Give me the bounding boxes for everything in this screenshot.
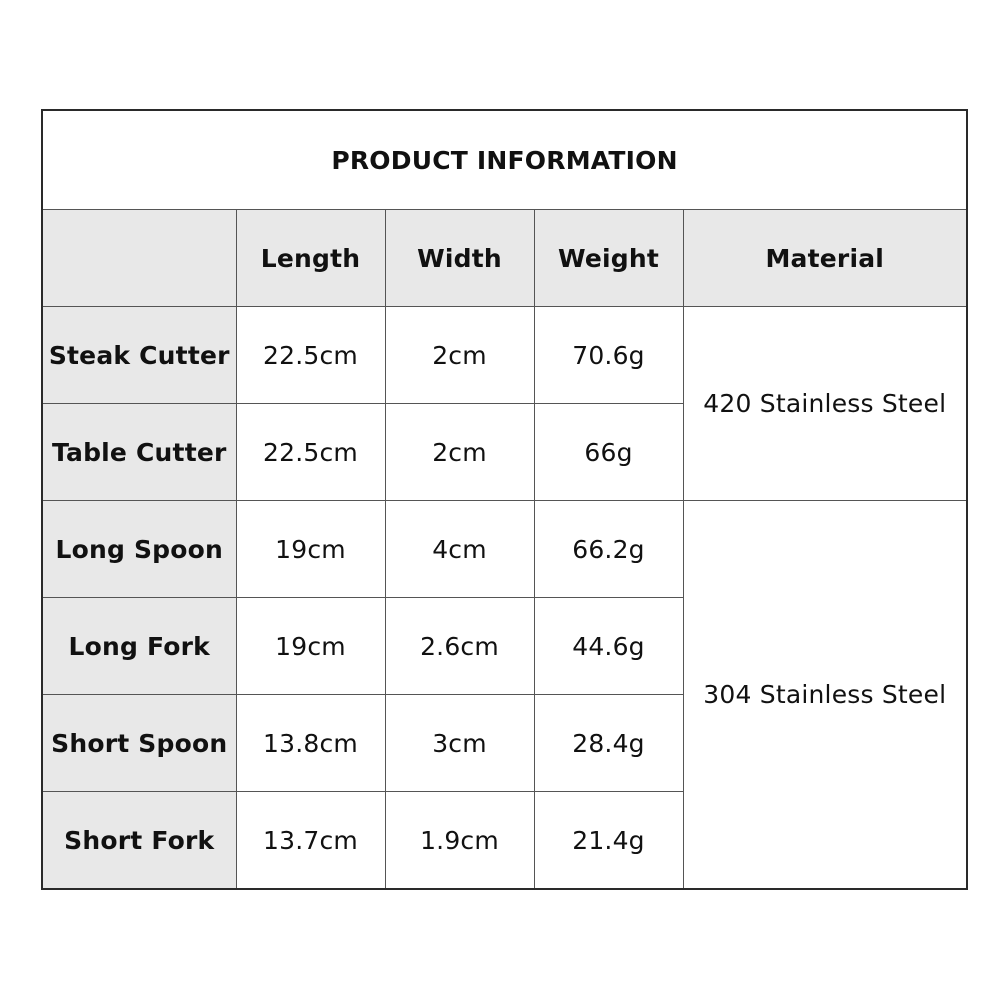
weight-value: 66g — [534, 404, 683, 501]
product-name: Table Cutter — [42, 404, 236, 501]
weight-value: 21.4g — [534, 792, 683, 890]
length-value: 13.7cm — [236, 792, 385, 890]
product-name: Steak Cutter — [42, 307, 236, 404]
material-value: 304 Stainless Steel — [683, 501, 967, 890]
table-row — [42, 307, 967, 404]
length-value: 19cm — [236, 501, 385, 598]
length-header: Length — [236, 210, 385, 307]
weight-value: 70.6g — [534, 307, 683, 404]
weight-value: 28.4g — [534, 695, 683, 792]
width-value: 4cm — [385, 501, 534, 598]
width-value: 2cm — [385, 307, 534, 404]
width-value: 1.9cm — [385, 792, 534, 890]
weight-value: 66.2g — [534, 501, 683, 598]
weight-header: Weight — [534, 210, 683, 307]
width-value: 3cm — [385, 695, 534, 792]
product-name: Short Fork — [42, 792, 236, 890]
length-value: 22.5cm — [236, 307, 385, 404]
product-name: Short Spoon — [42, 695, 236, 792]
width-header: Width — [385, 210, 534, 307]
product-name: Long Spoon — [42, 501, 236, 598]
material-value: 420 Stainless Steel — [683, 307, 967, 501]
width-value: 2.6cm — [385, 598, 534, 695]
length-value: 13.8cm — [236, 695, 385, 792]
corner-header-cell — [42, 210, 236, 307]
table-title: PRODUCT INFORMATION — [42, 110, 967, 210]
table-row — [42, 501, 967, 598]
weight-value: 44.6g — [534, 598, 683, 695]
material-header: Material — [683, 210, 967, 307]
product-name: Long Fork — [42, 598, 236, 695]
product-information-table — [41, 109, 968, 890]
length-value: 19cm — [236, 598, 385, 695]
length-value: 22.5cm — [236, 404, 385, 501]
width-value: 2cm — [385, 404, 534, 501]
